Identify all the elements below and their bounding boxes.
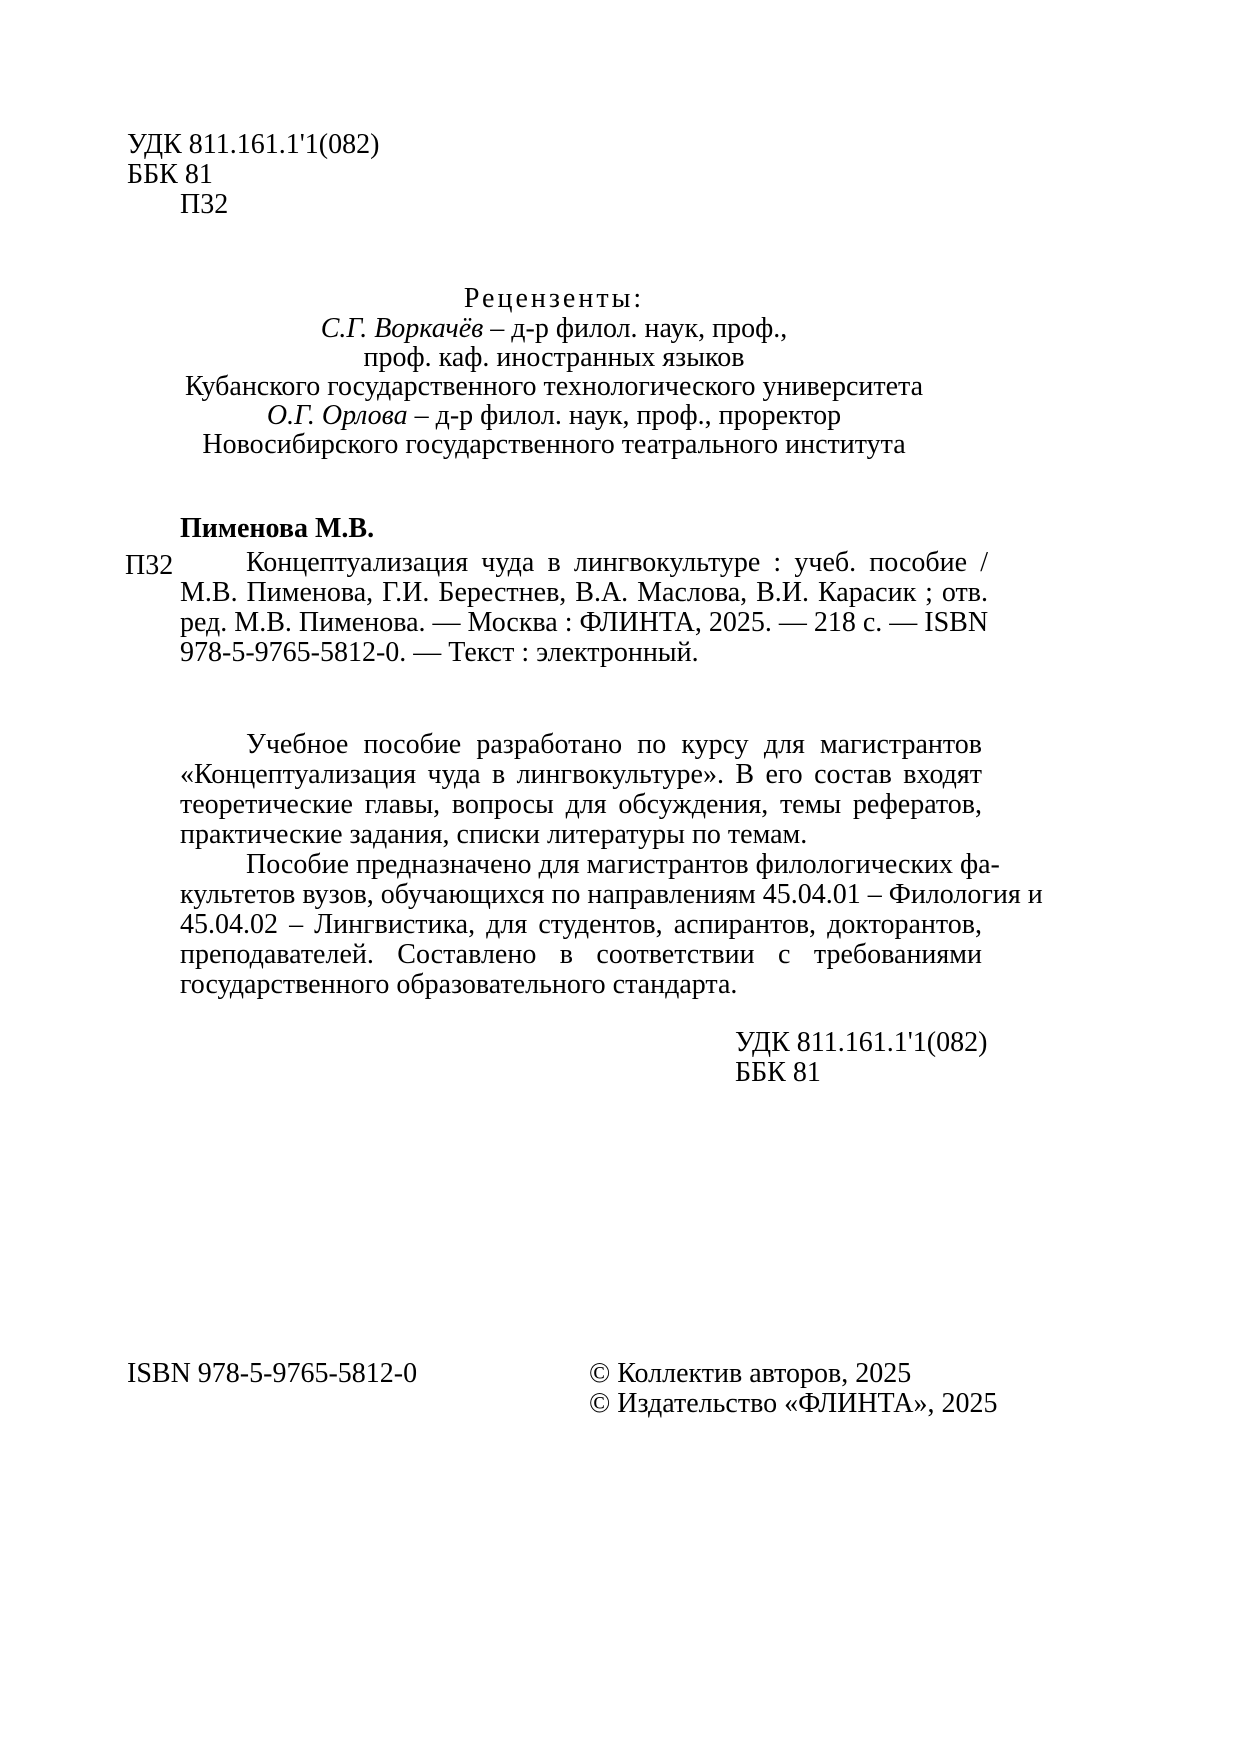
annotation-p2-line-1: Пособие предназначено для магистрантов филологических фа- xyxy=(246,849,1000,880)
biblio-line-4: 978-5-9765-5812-0. — Текст : электронный. xyxy=(180,637,699,668)
reviewer-1-line-3: Кубанского государственного технологического университета xyxy=(184,371,924,402)
reviewer-1-name: С.Г. Воркачёв xyxy=(320,313,484,344)
reviewer-1-line-2: проф. каф. иностранных языков xyxy=(363,342,745,373)
annotation-p2-line-3: 45.04.02 – Лингвистика, для студентов, аспирантов, докторантов, xyxy=(180,909,982,940)
classification-udk: УДК 811.161.1'1(082) xyxy=(735,1027,988,1058)
header-bbk: ББК 81 xyxy=(127,159,213,190)
footer-copyright-authors: © Коллектив авторов, 2025 xyxy=(589,1358,912,1389)
biblio-author: Пименова М.В. xyxy=(180,513,375,544)
annotation-p2-line-5: государственного образовательного стандарта. xyxy=(180,969,738,1000)
annotation-p1-line-1: Учебное пособие разработано по курсу для магистрантов xyxy=(246,729,982,760)
annotation-p1-line-4: практические задания, списки литературы по темам. xyxy=(180,819,808,850)
footer-copyright-publisher: © Издательство «ФЛИНТА», 2025 xyxy=(589,1388,998,1419)
classification-bbk: ББК 81 xyxy=(735,1057,821,1088)
reviewer-2-name: О.Г. Орлова xyxy=(266,400,408,431)
reviewer-1-degree: – д-р филол. наук, проф., xyxy=(483,313,788,344)
biblio-code: П32 xyxy=(125,550,174,581)
annotation-p2-line-4: преподавателей. Составлено в соответствии с требованиями xyxy=(180,939,982,970)
biblio-line-2: М.В. Пименова, Г.И. Берестнев, В.А. Маслова, В.И. Карасик ; отв. xyxy=(180,577,988,608)
annotation-p1-line-2: «Концептуализация чуда в лингвокультуре». В его состав входят xyxy=(180,759,982,790)
header-udk: УДК 811.161.1'1(082) xyxy=(127,129,380,160)
biblio-line-1: Концептуализация чуда в лингвокультуре : учеб. пособие / xyxy=(246,547,988,578)
biblio-line-3: ред. М.В. Пименова. — Москва : ФЛИНТА, 2025. — 218 с. — ISBN xyxy=(180,607,989,638)
reviewer-2-degree: – д-р филол. наук, проф., проректор xyxy=(407,400,842,431)
annotation-p2-line-2: культетов вузов, обучающихся по направлениям 45.04.01 – Филология и xyxy=(180,879,1043,910)
annotation-p1-line-3: теоретические главы, вопросы для обсуждения, темы рефератов, xyxy=(180,789,982,820)
reviewers-title: Рецензенты: xyxy=(463,283,645,314)
footer-isbn: ISBN 978-5-9765-5812-0 xyxy=(127,1358,418,1389)
header-code: П32 xyxy=(180,189,229,220)
reviewer-2-line-2: Новосибирского государственного театрального института xyxy=(202,429,906,460)
